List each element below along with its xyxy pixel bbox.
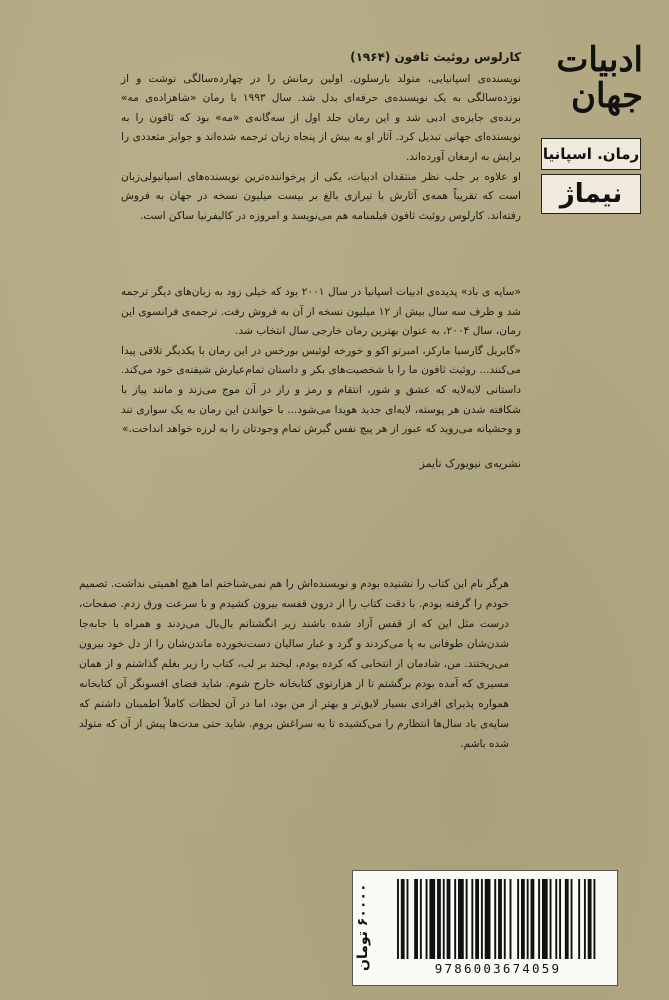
author-heading: کارلوس روئیث ثافون (۱۹۶۴) [350, 50, 521, 64]
barcode-panel [352, 870, 618, 986]
quote-source: نشریه‌ی نیویورک تایمز [419, 456, 521, 470]
author-bio-paragraph: نویسنده‌ی اسپانیایی، متولد بارسلون. اولین رمانش را در چهارده‌سالگی نوشت و از نوزده‌سالگی به یک نویسنده‌ی حرفه‌ای بدل شد. سال ۱۹۹۳ با رمان «شاهزاده‌ی مه» برنده‌ی جایزه‌ی ادبی شد و این رمان جلد اول از سه‌گانه‌ی «مه» بود که ثافون را به نویسنده‌ای جهانی تبدیل کرد. آثار او به بیش از پنجاه زبان ترجمه شده‌اند و جوایز متعددی را برایش به ارمغان آورده‌اند. [121, 72, 521, 163]
series-title-line1: ادبیات [556, 40, 643, 80]
barcode-image [397, 879, 603, 959]
excerpt-paragraph: هرگز نام این کتاب را نشنیده بودم و نویسنده‌اش را هم نمی‌شناختم اما هیچ اهمیتی نداشت. تصمیم خودم را گرفته بودم. با دقت کتاب را از درون قفسه بیرون کشیدم و با سرعت ورق زدم. صفحات، درست مثل این که از قفس آزاد شده باشند زیر انگشتانم بال‌بال می‌زدند و همراه با جابه‌جا شدن‌شان طوفانی به پا می‌کردند و گرد و غبار سالیان دست‌نخورده ماندن‌شان را از دل خود بیرون می‌ریختند. من، شادمان از انتخابی که کرده بودم، لبخند بر لب، کتاب را زیر بغلم گذاشتم و از همان مسیری که آمده بودم برگشتم تا از هزارتوی کتابخانه خارج شوم. شاید فضای افسونگر آن کتابخانه همواره پذیرای افرادی بسیار لایق‌تر و بهتر از من بود، اما در آن لحظات کاملاً اطمینان داشتم که سایه‌ی باد سال‌ها انتظارم را می‌کشیده تا به سراغش بروم. شاید حتی مدت‌ها پیش از آن که متولد شده باشم. [79, 578, 509, 750]
series-title [543, 42, 643, 114]
quote-paragraph: «گابریل گارسیا مارکز، امبرتو اکو و خورخه لوئیس بورخس در این رمان با یکدیگر تلاقی پیدا می‌کنند... روئیث ثافون ما را با شخصیت‌های بکر و داستان تمام‌عیارش شیفته‌ی خود می‌کند. داستانی لایه‌لایه که عشق و شور، انتقام و رمز و راز در آن موج می‌زند و مانند پیاز با شکافته شدن هر پوسته، لایه‌ای جدید هویدا می‌شود... با خواندن این رمان به یک سواری تند و وحشیانه می‌روید که عبور از هر پیچ نفس گیرش تمام وجودتان را به لرزه خواهد انداخت.» [121, 344, 521, 436]
press-quotes [121, 283, 521, 473]
excerpt [79, 574, 509, 754]
quote-paragraph: «سایه ی باد» پدیده‌ی ادبیات اسپانیا در سال ۲۰۰۱ بود که خیلی زود به زبان‌های دیگر ترجمه شد و ظرف سه سال بیش از ۱۲ میلیون نسخه از آن به فروش رفت. ترجمه‌ی فرانسوی این رمان، سال ۲۰۰۴، به عنوان بهترین رمان خارجی سال انتخاب شد. [121, 286, 522, 338]
isbn-digits: 9786003674059 [434, 961, 562, 976]
price-label: ۶۰۰۰۰ تومان [355, 883, 371, 971]
series-title-line2: جهان [570, 76, 643, 116]
author-bio [121, 48, 521, 226]
publisher-logo: نیماژ [541, 174, 641, 214]
author-bio-paragraph: او علاوه بر جلب نظر منتقدان ادبیات، یکی از پرخواننده‌ترین نویسنده‌های اسپانیولی‌زبان است که تقریباً همه‌ی آثارش با تیرازی بالغ بر بیست میلیون نسخه در جهان به فروش رفته‌اند. کارلوس روئیث ثافون فیلمنامه هم می‌نویسد و امروزه در کالیفرنیا ساکن است. [121, 170, 521, 222]
genre-label: رمان. اسپانیا [541, 138, 641, 170]
